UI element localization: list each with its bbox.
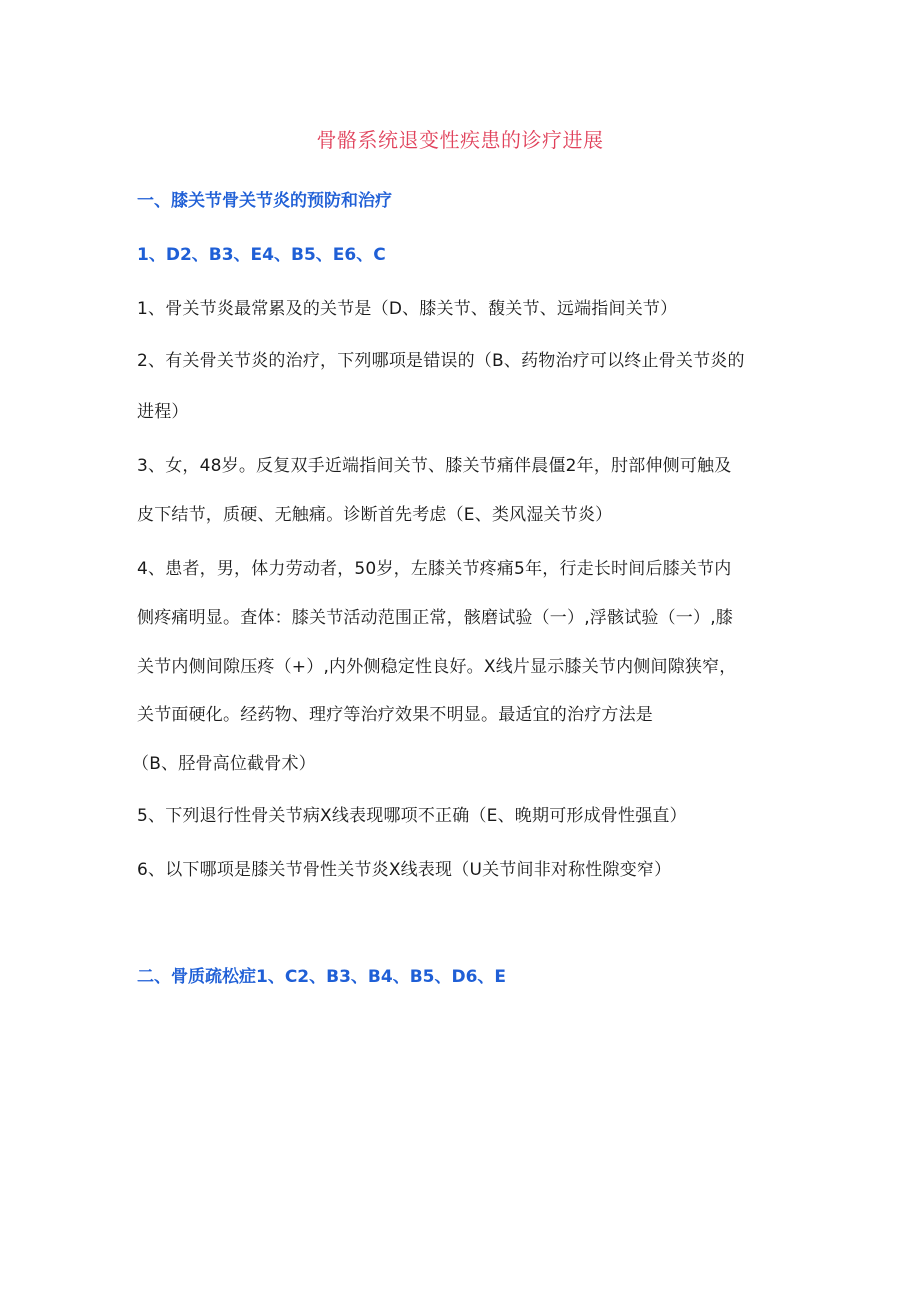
- question-3-line-2: 皮下结节，质硬、无触痛。诊断首先考虑（E、类风湿关节炎）: [137, 505, 613, 525]
- question-6-line: 6、以下哪项是膝关节骨性关节炎X线表现（U关节间非对称性隙变窄）: [137, 860, 672, 880]
- question-4-line-2: 侧疼痛明显。査体：膝关节活动范围正常，骸磨试验（一）,浮骸试验（一）,膝: [137, 608, 734, 628]
- section1-answer-key: 1、D2、B3、E4、B5、E6、C: [137, 245, 386, 265]
- question-4-line-4: 关节面硬化。经药物、理疗等治疗效果不明显。最适宜的治疗方法是: [137, 705, 653, 725]
- document-title: 骨骼系统退变性疾患的诊疗进展: [316, 128, 604, 152]
- question-4-line-5: （B、胫骨高位截骨术）: [132, 754, 316, 774]
- question-2-line-1: 2、有关骨关节炎的治疗，下列哪项是错误的（B、药物治疗可以终止骨关节炎的: [137, 351, 745, 371]
- question-4-line-3: 关节内侧间隙压疼（+）,内外侧稳定性良好。X线片显示膝关节内侧间隙狭窄，: [137, 657, 737, 677]
- section2-heading: 二、骨质疏松症1、C2、B3、B4、B5、D6、E: [137, 967, 507, 987]
- question-2-line-2: 进程）: [137, 402, 189, 422]
- section1-heading: 一、膝关节骨关节炎的预防和治疗: [137, 191, 392, 211]
- question-1-line: 1、骨关节炎最常累及的关节是（D、膝关节、馥关节、远端指间关节）: [137, 299, 678, 319]
- question-5-line: 5、下列退行性骨关节病X线表现哪项不正确（E、晚期可形成骨性强直）: [137, 806, 687, 826]
- question-4-line-1: 4、患者，男，体力劳动者，50岁，左膝关节疼痛5年，行走长时间后膝关节内: [137, 559, 732, 579]
- question-3-line-1: 3、女，48岁。反复双手近端指间关节、膝关节痛伴晨僵2年，肘部伸侧可触及: [137, 456, 732, 476]
